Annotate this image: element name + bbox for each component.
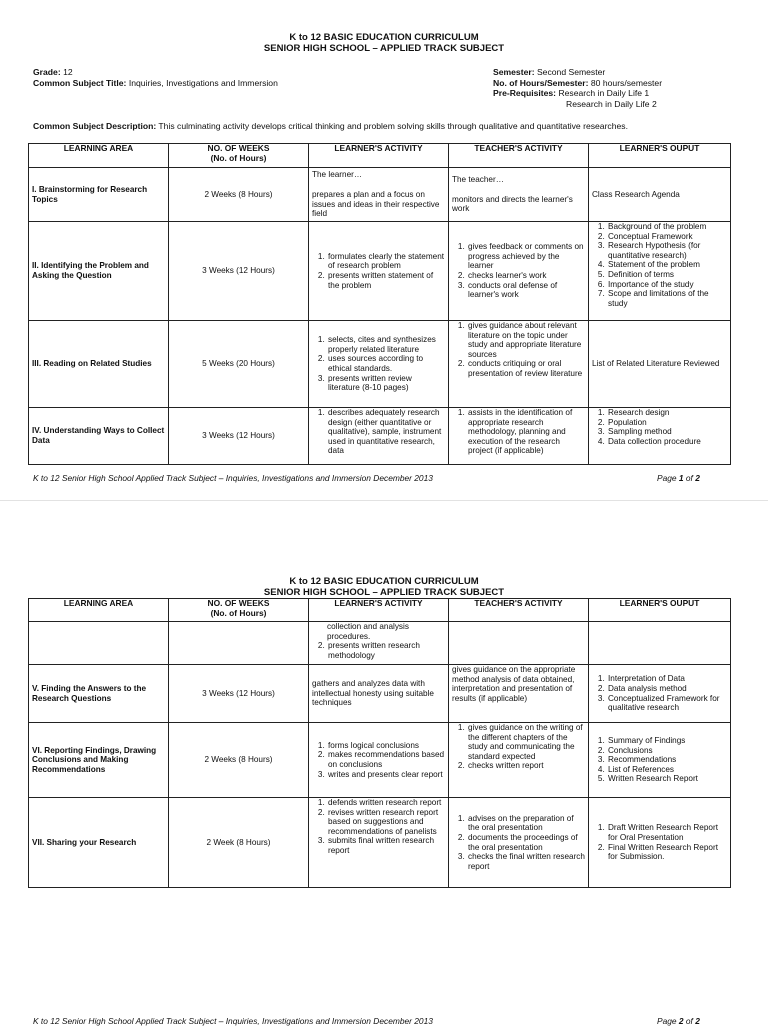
learner-activity-cell [309,168,449,222]
list-item: 2. Conclusions [607,746,727,756]
list-item: 3. Research Hypothesis (for quantitative research) [607,241,727,260]
learning-area-cell: I. Brainstorming for Research Topics [29,168,169,222]
weeks-cell [169,622,309,665]
page-total: 2 [695,1016,700,1026]
table-row [29,321,731,408]
weeks-cell: 3 Weeks (12 Hours) [169,222,309,321]
learning-area-cell: VI. Reporting Findings, Drawing Conclusions and Making Recommendations [29,723,169,798]
page-current: 1 [678,473,684,483]
list-item: 3. checks the final written research report [467,852,585,871]
list-item: 2. checks written report [467,761,585,771]
col-weeks-line-1: NO. OF WEEKS [207,598,270,608]
page-prefix: Page [657,473,679,483]
footer-text: K to 12 Senior High School Applied Track Subject – Inquiries, Investigations and Immersion December 2013 [33,473,433,483]
list-item: 2. documents the proceedings of the oral presentation [467,833,585,852]
learner-activity-cell [309,798,449,888]
list-item: 1. gives feedback or comments on progress achieved by the learner [467,242,585,271]
learner-output-cell [589,665,731,723]
list-item: 2. revises written research report based on suggestions and recommendations of panelists [327,808,445,837]
table-header-row [29,599,731,622]
list-item: 3. writes and presents clear report [327,770,445,780]
subject-description [33,121,628,131]
weeks-cell: 2 Weeks (8 Hours) [169,723,309,798]
list-item: 1. formulates clearly the statement of research problem [327,252,445,271]
learner-activity-cell [309,622,449,665]
teacher-text: monitors and directs the learner's work [452,194,573,214]
col-teacher-activity: TEACHER'S ACTIVITY [449,599,589,622]
list-item: 2. conducts critiquing or oral presentation of review literature [467,359,585,378]
list-item: 2. presents written statement of the problem [327,271,445,290]
col-teacher-activity: TEACHER'S ACTIVITY [449,144,589,168]
title-value: Inquiries, Investigations and Immersion [128,77,278,88]
list-item: 1. assists in the identification of appropriate research methodology, planning and execution of the research project (if applicable) [467,408,585,456]
learner-output-cell [589,622,731,665]
curriculum-header [0,576,768,598]
table-row [29,665,731,723]
header-line-1: K to 12 BASIC EDUCATION CURRICULUM [289,32,479,43]
list-item: 3. presents written review literature (8-10 pages) [327,374,445,393]
teacher-activity-cell [449,321,589,408]
col-learner-output: LEARNER'S OUPUT [589,599,731,622]
learner-output-cell [589,408,731,465]
curriculum-header [0,32,768,54]
weeks-cell: 2 Week (8 Hours) [169,798,309,888]
col-weeks-line-2: (No. of Hours) [210,152,267,163]
col-learner-activity: LEARNER'S ACTIVITY [309,144,449,168]
col-learner-activity: LEARNER'S ACTIVITY [309,599,449,622]
learner-output-cell [589,723,731,798]
col-weeks-line-2: (No. of Hours) [210,607,267,618]
hours-value: 80 hours/semester [590,77,663,88]
list-item: 1. forms logical conclusions [327,741,445,751]
list-item: 5. Written Research Report [607,774,727,784]
list-item: 1. gives guidance about relevant literature on the topic under study and appropriate literature sources [467,321,585,359]
learner-activity-cell: gathers and analyzes data with intellectual honesty using suitable techniques [309,665,449,723]
list-item: 4. List of References [607,765,727,775]
footer-text: K to 12 Senior High School Applied Track Subject – Inquiries, Investigations and Immersion December 2013 [33,1016,433,1026]
page-of: of [683,473,696,483]
list-item: 1. Interpretation of Data [607,674,727,684]
prereq-value-2: Research in Daily Life 2 [566,98,657,109]
list-item: 2. Conceptual Framework [607,232,727,242]
list-item: 3. Sampling method [607,427,727,437]
grade-value: 12 [63,67,73,77]
prereq-label: Pre-Requisites: [493,88,557,98]
page-2 [0,500,768,1025]
header-line-2: SENIOR HIGH SCHOOL – APPLIED TRACK SUBJECT [263,587,505,598]
list-item: 1. Background of the problem [607,222,727,232]
list-item: 5. Definition of terms [607,270,727,280]
col-learning-area: LEARNING AREA [29,144,169,168]
learner-output-cell [589,798,731,888]
page-current: 2 [678,1016,684,1026]
learner-output-cell: List of Related Literature Reviewed [589,321,731,408]
list-item: 1. advises on the preparation of the oral presentation [467,814,585,833]
list-item: 1. selects, cites and synthesizes properly related literature [327,335,445,354]
page-number [657,473,700,483]
desc-label: Common Subject Description: [33,121,157,131]
list-item: 3. Conceptualized Framework for qualitative research [607,694,727,713]
learner-output-cell: Class Research Agenda [589,168,731,222]
learner-intro: The learner… [312,170,363,180]
learner-continuation: collection and analysis procedures. [327,622,409,641]
hours-label: No. of Hours/Semester: [493,77,589,88]
col-weeks [169,599,309,622]
curriculum-table-page-2 [28,598,731,888]
list-item: 6. Importance of the study [607,280,727,290]
teacher-activity-cell [449,723,589,798]
list-item: 1. Draft Written Research Report for Oral Presentation [607,823,727,842]
list-item: 2. Data analysis method [607,684,727,694]
learner-activity-cell [309,408,449,465]
learner-output-cell [589,222,731,321]
desc-value: This culminating activity develops critical thinking and problem solving skills through qualitative and quantitative researches. [158,121,628,131]
teacher-intro: The teacher… [452,175,504,185]
teacher-activity-cell [449,622,589,665]
learning-area-cell [29,622,169,665]
semester-value: Second Semester [536,67,606,77]
teacher-activity-cell [449,168,589,222]
meta-left [33,67,278,88]
list-item: 2. presents written research methodology [327,641,445,660]
table-row [29,168,731,222]
teacher-activity-cell: gives guidance on the appropriate method analysis of data obtained, interpretation and presentation of results (if applicable) [449,665,589,723]
learning-area-cell: IV. Understanding Ways to Collect Data [29,408,169,465]
grade-label: Grade: [33,67,61,77]
learning-area-cell: VII. Sharing your Research [29,798,169,888]
col-learning-area: LEARNING AREA [29,599,169,622]
page-prefix: Page [657,1016,679,1026]
list-item: 3. submits final written research report [327,836,445,855]
list-item: 1. gives guidance on the writing of the different chapters of the study and communicating the standard expected [467,723,585,761]
list-item: 4. Statement of the problem [607,260,727,270]
learner-activity-cell [309,222,449,321]
learning-area-cell: II. Identifying the Problem and Asking the Question [29,222,169,321]
weeks-cell: 5 Weeks (20 Hours) [169,321,309,408]
weeks-cell: 3 Weeks (12 Hours) [169,408,309,465]
page-1 [0,0,768,500]
list-item: 2. uses sources according to ethical standards. [327,354,445,373]
meta-right [493,67,662,109]
semester-label: Semester: [493,67,535,77]
learning-area-cell: V. Finding the Answers to the Research Questions [29,665,169,723]
list-item: 2. Final Written Research Report for Submission. [607,843,727,862]
list-item: 2. checks learner's work [467,271,585,281]
list-item: 2. makes recommendations based on conclusions [327,750,445,769]
header-line-1: K to 12 BASIC EDUCATION CURRICULUM [289,576,479,587]
header-line-2: SENIOR HIGH SCHOOL – APPLIED TRACK SUBJECT [263,43,505,54]
title-label: Common Subject Title: [33,77,127,88]
page-total: 2 [695,473,700,483]
teacher-activity-cell [449,798,589,888]
page-number [657,1016,700,1026]
table-row [29,408,731,465]
learner-activity-cell [309,321,449,408]
list-item: 4. Data collection procedure [607,437,727,447]
col-weeks-line-1: NO. OF WEEKS [207,143,270,153]
list-item: 3. Recommendations [607,755,727,765]
weeks-cell: 2 Weeks (8 Hours) [169,168,309,222]
prereq-value-1: Research in Daily Life 1 [558,88,650,98]
learner-text: prepares a plan and a focus on issues and ideas in their respective field [312,189,440,219]
table-row [29,798,731,888]
curriculum-table-page-1 [28,143,731,465]
list-item: 2. Population [607,418,727,428]
list-item: 1. describes adequately research design (either quantitative or qualitative), sample, instrument used in quantitative research, data [327,408,445,456]
list-item: 3. conducts oral defense of learner's work [467,281,585,300]
list-item: 1. Summary of Findings [607,736,727,746]
weeks-cell: 3 Weeks (12 Hours) [169,665,309,723]
col-learner-output: LEARNER'S OUPUT [589,144,731,168]
list-item: 7. Scope and limitations of the study [607,289,727,308]
teacher-activity-cell [449,222,589,321]
page-of: of [683,1016,696,1026]
table-header-row [29,144,731,168]
learning-area-cell: III. Reading on Related Studies [29,321,169,408]
learner-activity-cell [309,723,449,798]
col-weeks [169,144,309,168]
list-item: 1. Research design [607,408,727,418]
table-row [29,723,731,798]
teacher-activity-cell [449,408,589,465]
table-row [29,222,731,321]
table-row [29,622,731,665]
list-item: 1. defends written research report [327,798,445,808]
